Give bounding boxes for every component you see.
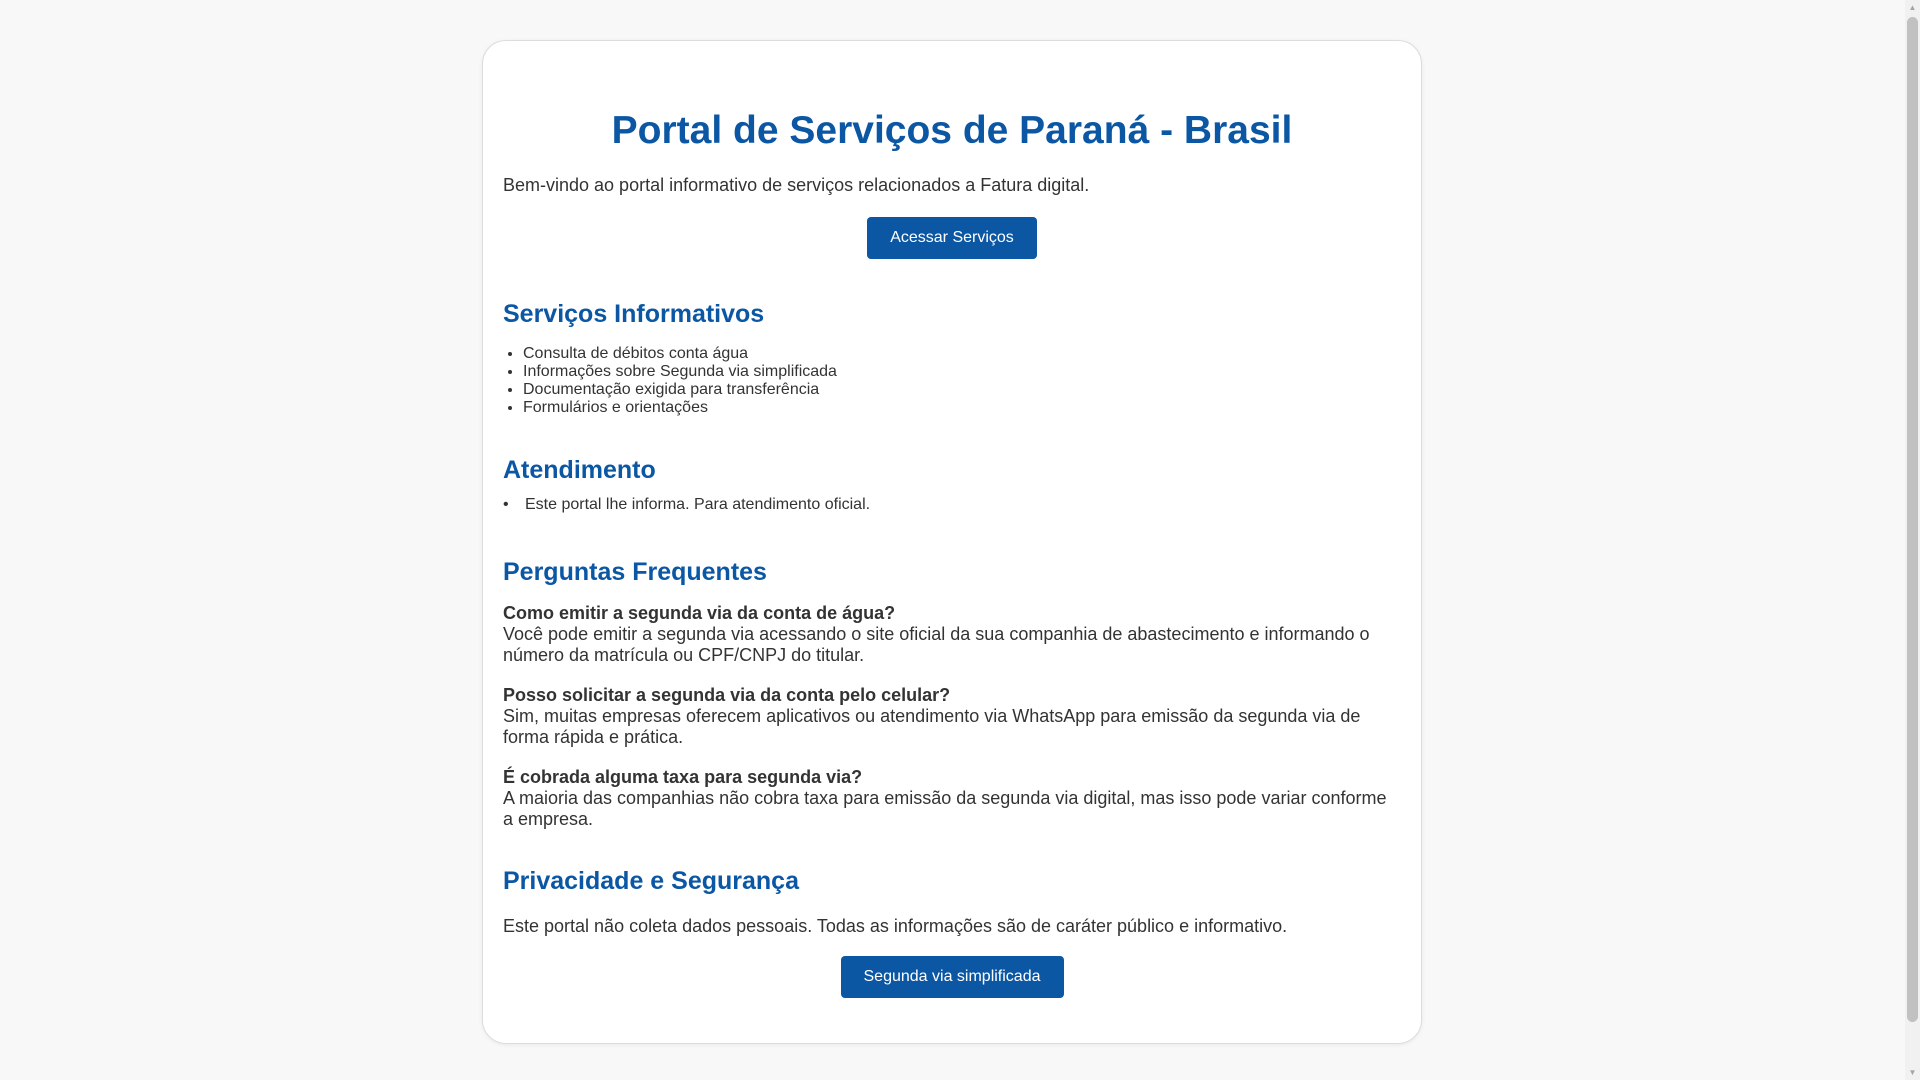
scrollbar-thumb[interactable] <box>1907 17 1918 1022</box>
vertical-scrollbar[interactable] <box>1905 0 1920 1080</box>
services-heading: Serviços Informativos <box>503 300 765 328</box>
faq-question: É cobrada alguma taxa para segunda via? <box>503 767 863 787</box>
content-card <box>482 40 1422 1044</box>
access-button-row <box>503 217 1401 259</box>
bullet-icon: • <box>503 496 509 513</box>
scroll-up-arrow-icon[interactable]: ▲ <box>1908 3 1917 12</box>
faq-question: Como emitir a segunda via da conta de água? <box>503 603 896 623</box>
faq-answer: Você pode emitir a segunda via acessando o site oficial da sua companhia de abastecimento e informando o número da matrícula ou CPF/CNPJ do titular. <box>503 624 1370 665</box>
access-services-button[interactable]: Acessar Serviços <box>867 217 1037 259</box>
intro-text: Bem-vindo ao portal informativo de serviços relacionados a Fatura digital. <box>503 175 1090 195</box>
scroll-down-arrow-icon[interactable]: ▼ <box>1908 1068 1917 1077</box>
faq-list <box>503 603 1401 830</box>
attendance-text: Este portal lhe informa. Para atendimento oficial. <box>525 496 871 513</box>
faq-item <box>503 767 1401 830</box>
attendance-heading: Atendimento <box>503 456 656 484</box>
attendance-line <box>503 495 1401 515</box>
faq-question: Posso solicitar a segunda via da conta pelo celular? <box>503 685 951 705</box>
list-item: • Consulta de débitos conta água <box>523 345 1401 363</box>
services-list <box>503 345 1401 417</box>
privacy-text: Este portal não coleta dados pessoais. Todas as informações são de caráter público e informativo. <box>503 916 1288 936</box>
list-item: • Documentação exigida para transferência <box>523 381 1401 399</box>
list-item: • Informações sobre Segunda via simplificada <box>523 363 1401 381</box>
second-copy-button-row <box>503 956 1401 998</box>
privacy-heading: Privacidade e Segurança <box>503 867 799 895</box>
faq-answer: A maioria das companhias não cobra taxa para emissão da segunda via digital, mas isso pode variar conforme a empresa. <box>503 788 1387 829</box>
simplified-second-copy-button[interactable]: Segunda via simplificada <box>841 956 1064 998</box>
faq-heading: Perguntas Frequentes <box>503 558 767 586</box>
faq-answer: Sim, muitas empresas oferecem aplicativos ou atendimento via WhatsApp para emissão da segunda via de forma rápida e prática. <box>503 706 1361 747</box>
faq-item <box>503 603 1401 666</box>
page-title: Portal de Serviços de Paraná - Brasil <box>611 109 1293 152</box>
list-item: • Formulários e orientações <box>523 399 1401 417</box>
faq-item <box>503 685 1401 748</box>
